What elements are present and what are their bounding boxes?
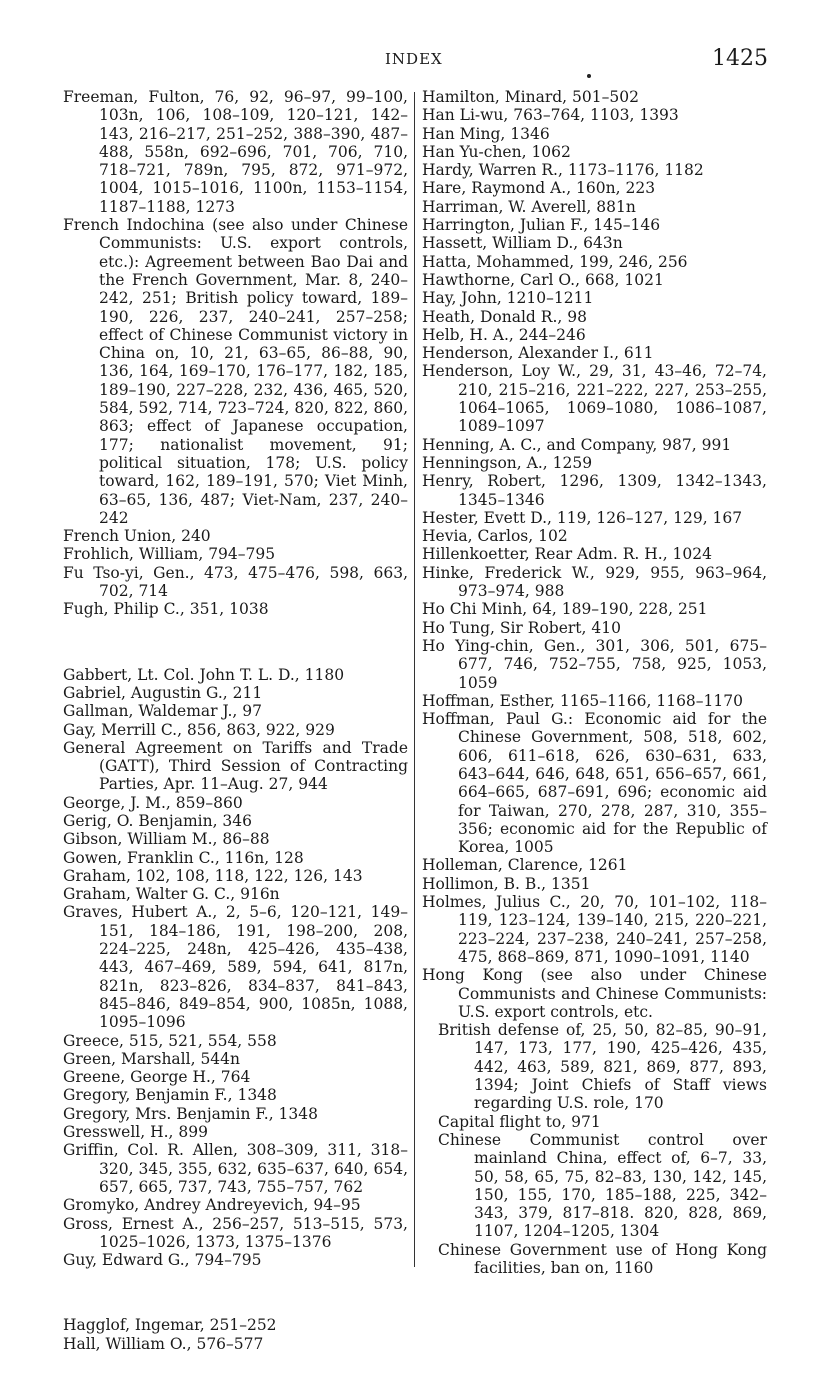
index-entry: Hawthorne, Carl O., 668, 1021 [422, 270, 664, 289]
index-entry: Graham, Walter G. C., 916n [63, 885, 280, 904]
index-entry: Gross, Ernest A., 256–257, 513–515, 573, 1025–1026, 1373, 1375–1376 [63, 1214, 408, 1251]
index-entry: Harrington, Julian F., 145–146 [422, 216, 661, 235]
index-entry: French Union, 240 [63, 527, 211, 546]
index-entry: Hardy, Warren R., 1173–1176, 1182 [422, 161, 704, 180]
index-entry: Hare, Raymond A., 160n, 223 [422, 179, 656, 198]
index-entry: Hester, Evett D., 119, 126–127, 129, 167 [422, 508, 743, 527]
index-entry: Henderson, Loy W., 29, 31, 43–46, 72–74, 210, 215–216, 221–222, 227, 253–255, 1064–1065, 1069–1080, 1086–1087, 1089–1097 [422, 362, 767, 436]
index-entry: Hillenkoetter, Rear Adm. R. H., 1024 [422, 545, 712, 564]
index-entry: Freeman, Fulton, 76, 92, 96–97, 99–100, 103n, 106, 108–109, 120–121, 142–143, 216–217, 251–252, 388–390, 487–488, 558n, 692–696, 701, 706, 710, 718–721, 789n, 795, 872, 971–972, 1004, 1015–1016, 1100n, 1153–1154, 1187–1188, 1273 [63, 88, 408, 216]
index-entry: Gabbert, Lt. Col. John T. L. D., 1180 [63, 665, 345, 684]
index-entry: Gabriel, Augustin G., 211 [63, 683, 263, 702]
index-entry: Henningson, A., 1259 [422, 453, 593, 472]
index-entry: Hay, John, 1210–1211 [422, 289, 594, 308]
index-column-right [422, 88, 767, 1277]
running-head [0, 48, 838, 78]
index-entry: Greece, 515, 521, 554, 558 [63, 1031, 277, 1050]
index-entry: Gromyko, Andrey Andreyevich, 94–95 [63, 1196, 361, 1215]
index-entry: French Indochina (see also under Chinese Communists: U.S. export controls, etc.): Agreement between Bao Dai and the French Government, Mar. 8, 240–242, 251; British policy toward, 189–190, 226, 237, 240–241, 257–258; effect of Chinese Communist victory in China on, 10, 21, 63–65, 86–88, 90, 136, 164, 169–170, 176–177, 182, 185, 189–190, 227–228, 232, 436, 465, 520, 584, 592, 714, 723–724, 820, 822, 860, 863; effect of Japanese occupation, 177; nationalist movement, 91; political situation, 178; U.S. policy toward, 162, 189–191, 570; Viet Minh, 63–65, 136, 487; Viet-Nam, 237, 240–242 [63, 216, 408, 527]
index-entry: Greene, George H., 764 [63, 1068, 251, 1087]
page-number: 1425 [712, 46, 768, 71]
index-entry: Harriman, W. Averell, 881n [422, 197, 636, 216]
index-entry: Han Ming, 1346 [422, 124, 550, 143]
index-entry: Gresswell, H., 899 [63, 1123, 208, 1142]
letter-gap [63, 634, 408, 650]
print-speck [587, 74, 591, 78]
index-entry: Gay, Merrill C., 856, 863, 922, 929 [63, 720, 335, 739]
hong-kong-subentries [422, 1021, 767, 1277]
index-entry: Hoffman, Esther, 1165–1166, 1168–1170 [422, 691, 743, 710]
index-entry: Gregory, Mrs. Benjamin F., 1348 [63, 1104, 318, 1123]
index-entry: Gerig, O. Benjamin, 346 [63, 811, 253, 830]
index-entry: Henry, Robert, 1296, 1309, 1342–1343, 1345–1346 [422, 472, 767, 509]
index-entry: Ho Chi Minh, 64, 189–190, 228, 251 [422, 600, 708, 619]
index-entry: Holmes, Julius C., 20, 70, 101–102, 118–119, 123–124, 139–140, 215, 220–221, 223–224, 237–238, 240–241, 257–258, 475, 868–869, 871, 1090–1091, 1140 [422, 893, 767, 966]
index-entry: Hall, William O., 576–577 [63, 1334, 264, 1353]
index-entry: Ho Tung, Sir Robert, 410 [422, 618, 621, 637]
index-entry: Frohlich, William, 794–795 [63, 545, 276, 564]
index-subentry: Capital flight to, 971 [438, 1112, 601, 1131]
index-entry: Graham, 102, 108, 118, 122, 126, 143 [63, 866, 363, 885]
index-entry: Gibson, William M., 86–88 [63, 830, 270, 849]
index-entry: Ho Ying-chin, Gen., 301, 306, 501, 675–677, 746, 752–755, 758, 925, 1053, 1059 [422, 636, 767, 692]
index-entry: George, J. M., 859–860 [63, 793, 243, 812]
index-entry: Helb, H. A., 244–246 [422, 325, 586, 344]
index-entry: Hamilton, Minard, 501–502 [422, 88, 639, 106]
index-entry: Graves, Hubert A., 2, 5–6, 120–121, 149–151, 184–186, 191, 198–200, 208, 224–225, 248n, 425–426, 435–438, 443, 467–469, 589, 594, 641, 817n, 821n, 823–826, 834–837, 841–843, 845–846, 849–854, 900, 1085n, 1088, 1095–1096 [63, 903, 408, 1032]
index-entry: Henderson, Alexander I., 611 [422, 344, 654, 363]
index-entry: Hatta, Mohammed, 199, 246, 256 [422, 252, 688, 271]
index-entry: Hong Kong (see also under Chinese Communists and Chinese Communists: U.S. export controls, etc. [422, 966, 767, 1021]
index-entry: Hollimon, B. B., 1351 [422, 874, 591, 893]
index-entry: General Agreement on Tariffs and Trade (GATT), Third Session of Contracting Parties, Apr. 11–Aug. 27, 944 [63, 738, 408, 794]
index-entry: Hoffman, Paul G.: Economic aid for the Chinese Government, 508, 518, 602, 606, 611–618, 626, 630–631, 633, 643–644, 646, 648, 651, 656–657, 661, 664–665, 687–691, 696; economic aid for Taiwan, 270, 278, 287, 310, 355–356; economic aid for the Republic of Korea, 1005 [422, 710, 767, 857]
index-entry: Holleman, Clarence, 1261 [422, 856, 628, 875]
index-entry: Gallman, Waldemar J., 97 [63, 702, 262, 721]
index-entry: Fu Tso-yi, Gen., 473, 475–476, 598, 663, 702, 714 [63, 563, 408, 601]
index-column-left [63, 88, 408, 1353]
index-entry: Griffin, Col. R. Allen, 308–309, 311, 318–320, 345, 355, 632, 635–637, 640, 654, 657, 665, 737, 743, 755–757, 762 [63, 1141, 408, 1196]
index-entry: Gowen, Franklin C., 116n, 128 [63, 848, 304, 867]
column-divider [414, 92, 415, 1267]
index-entry: Gregory, Benjamin F., 1348 [63, 1086, 277, 1105]
page-title: INDEX [385, 50, 443, 68]
index-subentry: Chinese Communist control over mainland China, effect of, 6–7, 33, 50, 58, 65, 75, 82–83, 130, 142, 145, 150, 155, 170, 185–188, 225, 342–343, 379, 817–818. 820, 828, 869, 1107, 1204–1205, 1304 [438, 1130, 767, 1241]
index-entry: Hagglof, Ingemar, 251–252 [63, 1316, 277, 1335]
index-entry: Henning, A. C., and Company, 987, 991 [422, 435, 732, 454]
index-entry: Hassett, William D., 643n [422, 234, 623, 253]
index-entry: Guy, Edward G., 794–795 [63, 1251, 262, 1270]
index-entry: Heath, Donald R., 98 [422, 307, 587, 326]
index-entry: Han Li-wu, 763–764, 1103, 1393 [422, 106, 679, 125]
index-entry: Hinke, Frederick W., 929, 955, 963–964, 973–974, 988 [422, 563, 767, 601]
index-subentry: Chinese Government use of Hong Kong facilities, ban on, 1160 [438, 1240, 767, 1277]
letter-gap [63, 1285, 408, 1301]
index-entry: Green, Marshall, 544n [63, 1049, 241, 1068]
index-entry: Han Yu-chen, 1062 [422, 142, 571, 161]
right-main-entries [422, 88, 767, 1021]
index-entry: Hevia, Carlos, 102 [422, 527, 568, 546]
index-subentry: British defense of, 25, 50, 82–85, 90–91, 147, 173, 177, 190, 425–426, 435, 442, 463, 589, 821, 869, 877, 893, 1394; Joint Chiefs of Staff views regarding U.S. role, 170 [438, 1021, 767, 1113]
index-entry: Fugh, Philip C., 351, 1038 [63, 600, 269, 619]
